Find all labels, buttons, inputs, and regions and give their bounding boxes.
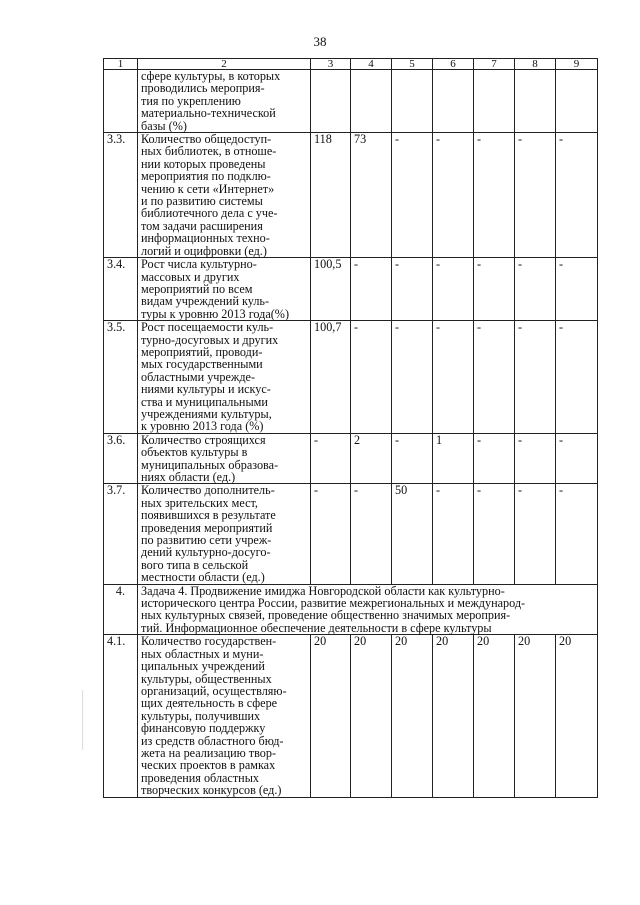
- description-line: туры к уровню 2013 года(%): [141, 306, 290, 321]
- value-cell: -: [392, 433, 433, 484]
- description-line: культуры, общественных: [141, 671, 272, 686]
- value-cell: 118: [311, 133, 351, 258]
- header-row: [104, 59, 598, 70]
- row-number: 3.6.: [104, 433, 138, 484]
- value-cell: -: [433, 133, 474, 258]
- value-cell: 100,5: [311, 258, 351, 321]
- indicator-description: [138, 70, 311, 133]
- description-line: Рост посещаемости куль-: [141, 320, 274, 335]
- column-header: 1: [104, 59, 138, 70]
- description-line: турно-досуговых и других: [141, 332, 279, 347]
- task-line: ных культурных связей, проведение общественно значимых мероприя-: [141, 608, 511, 623]
- column-header: 3: [311, 59, 351, 70]
- description-line: ниях области (ед.): [141, 470, 236, 484]
- indicator-description: [138, 484, 311, 584]
- description-line: и по развитию системы: [141, 194, 263, 209]
- column-header: 6: [433, 59, 474, 70]
- description-line: муниципальных образова-: [141, 457, 279, 472]
- value-cell: -: [392, 133, 433, 258]
- description-line: мероприятий, проводи-: [141, 344, 263, 359]
- value-cell: -: [433, 484, 474, 584]
- value-cell: 20: [392, 635, 433, 797]
- description-line: видам учреждений куль-: [141, 294, 270, 309]
- row-number: 3.7.: [104, 484, 138, 584]
- column-header: 4: [351, 59, 392, 70]
- value-cell: -: [351, 321, 392, 434]
- description-line: Рост числа культурно-: [141, 257, 257, 272]
- value-cell: 50: [392, 484, 433, 584]
- value-cell: 20: [515, 635, 556, 797]
- value-cell: -: [433, 258, 474, 321]
- value-cell: 20: [556, 635, 598, 797]
- value-cell: -: [556, 484, 598, 584]
- value-cell: 100,7: [311, 321, 351, 434]
- value-cell: [392, 70, 433, 133]
- task-row: [104, 584, 598, 635]
- description-line: ных зрительских мест,: [141, 495, 258, 510]
- description-line: дений культурно-досуго-: [141, 545, 271, 560]
- description-line: информационных техно-: [141, 231, 270, 246]
- row-number: 3.5.: [104, 321, 138, 434]
- margin-mark: [82, 690, 83, 750]
- row-number: 3.3.: [104, 133, 138, 258]
- description-line: мероприятия по подклю-: [141, 169, 271, 184]
- column-header: 8: [515, 59, 556, 70]
- indicator-description: [138, 321, 311, 434]
- task-number: 4.: [104, 584, 138, 635]
- row-number: [104, 70, 138, 133]
- value-cell: -: [311, 433, 351, 484]
- description-line: щих деятельность в сфере: [141, 696, 278, 711]
- description-line: проведения областных: [141, 770, 259, 785]
- value-cell: -: [515, 433, 556, 484]
- description-line: ства и муниципальными: [141, 394, 268, 409]
- table-row: [104, 133, 598, 258]
- description-line: ных библиотек, в отноше-: [141, 144, 277, 159]
- description-line: сфере культуры, в которых: [141, 69, 281, 83]
- value-cell: -: [351, 484, 392, 584]
- value-cell: -: [515, 484, 556, 584]
- value-cell: -: [474, 321, 515, 434]
- value-cell: -: [474, 258, 515, 321]
- value-cell: -: [392, 321, 433, 434]
- description-line: чению к сети «Интернет»: [141, 181, 275, 196]
- indicator-description: [138, 258, 311, 321]
- value-cell: [311, 70, 351, 133]
- table-body: [104, 59, 598, 798]
- description-line: Количество общедоступ-: [141, 132, 272, 147]
- table-row: [104, 484, 598, 584]
- description-line: местности области (ед.): [141, 570, 265, 585]
- description-line: областными учрежде-: [141, 369, 256, 384]
- column-header: 2: [138, 59, 311, 70]
- description-line: том задачи расширения: [141, 218, 263, 233]
- value-cell: 20: [351, 635, 392, 797]
- value-cell: -: [474, 484, 515, 584]
- value-cell: -: [351, 258, 392, 321]
- description-line: проводились мероприя-: [141, 81, 265, 96]
- description-line: к уровню 2013 года (%): [141, 419, 264, 434]
- value-cell: -: [474, 433, 515, 484]
- description-line: ниями культуры и искус-: [141, 382, 271, 397]
- description-line: материально-технической: [141, 106, 276, 121]
- table-row: [104, 321, 598, 434]
- value-cell: 2: [351, 433, 392, 484]
- value-cell: -: [556, 133, 598, 258]
- description-line: жета на реализацию твор-: [141, 745, 277, 760]
- description-line: культуры, получивших: [141, 708, 261, 723]
- row-number: 3.4.: [104, 258, 138, 321]
- value-cell: -: [433, 321, 474, 434]
- description-line: Количество дополнитель-: [141, 483, 275, 498]
- value-cell: 20: [433, 635, 474, 797]
- value-cell: [351, 70, 392, 133]
- value-cell: -: [311, 484, 351, 584]
- description-line: по развитию сети учреж-: [141, 533, 272, 548]
- value-cell: -: [392, 258, 433, 321]
- indicator-description: [138, 433, 311, 484]
- value-cell: [556, 70, 598, 133]
- table-row: [104, 258, 598, 321]
- value-cell: 20: [474, 635, 515, 797]
- description-line: организаций, осуществляю-: [141, 683, 287, 698]
- description-line: из средств областного бюд-: [141, 733, 284, 748]
- column-header: 9: [556, 59, 598, 70]
- column-header: 7: [474, 59, 515, 70]
- task-line: Задача 4. Продвижение имиджа Новгородской области как культурно-: [141, 583, 505, 598]
- description-line: ных областных и муни-: [141, 646, 264, 661]
- value-cell: 20: [311, 635, 351, 797]
- value-cell: -: [474, 133, 515, 258]
- description-line: базы (%): [141, 118, 187, 133]
- indicator-table: [103, 58, 598, 798]
- description-line: творческих конкурсов (ед.): [141, 783, 282, 798]
- value-cell: -: [515, 321, 556, 434]
- description-line: мероприятий по всем: [141, 281, 253, 296]
- column-header: 5: [392, 59, 433, 70]
- description-line: ципальных учреждений: [141, 659, 265, 674]
- description-line: библиотечного дела с уче-: [141, 206, 278, 221]
- description-line: массовых и других: [141, 269, 240, 284]
- page-number: 38: [313, 34, 327, 49]
- description-line: вого типа в сельской: [141, 557, 249, 572]
- table-row: [104, 635, 598, 797]
- description-line: мых государственными: [141, 357, 263, 372]
- description-line: ческих проектов в рамках: [141, 758, 276, 773]
- indicator-description: [138, 133, 311, 258]
- value-cell: -: [556, 258, 598, 321]
- table-row: [104, 70, 598, 133]
- task-line: тий. Информационное обеспечение деятельности в сфере культуры: [141, 620, 492, 635]
- value-cell: [433, 70, 474, 133]
- value-cell: -: [515, 133, 556, 258]
- value-cell: 1: [433, 433, 474, 484]
- indicator-description: [138, 635, 311, 797]
- value-cell: -: [515, 258, 556, 321]
- description-line: учреждениями культуры,: [141, 406, 272, 421]
- description-line: объектов культуры в: [141, 445, 248, 460]
- description-line: Количество государствен-: [141, 634, 277, 649]
- value-cell: -: [556, 433, 598, 484]
- value-cell: -: [556, 321, 598, 434]
- value-cell: [515, 70, 556, 133]
- description-line: нии которых проведены: [141, 156, 266, 171]
- value-cell: [474, 70, 515, 133]
- task-line: исторического центра России, развитие межрегиональных и международ-: [141, 596, 526, 611]
- description-line: тия по укреплению: [141, 93, 241, 108]
- description-line: проведения мероприятий: [141, 520, 273, 535]
- task-description: [138, 584, 598, 635]
- description-line: логий и оцифровки (ед.): [141, 243, 267, 258]
- row-number: 4.1.: [104, 635, 138, 797]
- description-line: Количество строящихся: [141, 432, 266, 447]
- table-row: [104, 433, 598, 484]
- description-line: финансовую поддержку: [141, 721, 266, 736]
- description-line: появившихся в результате: [141, 508, 276, 523]
- value-cell: 73: [351, 133, 392, 258]
